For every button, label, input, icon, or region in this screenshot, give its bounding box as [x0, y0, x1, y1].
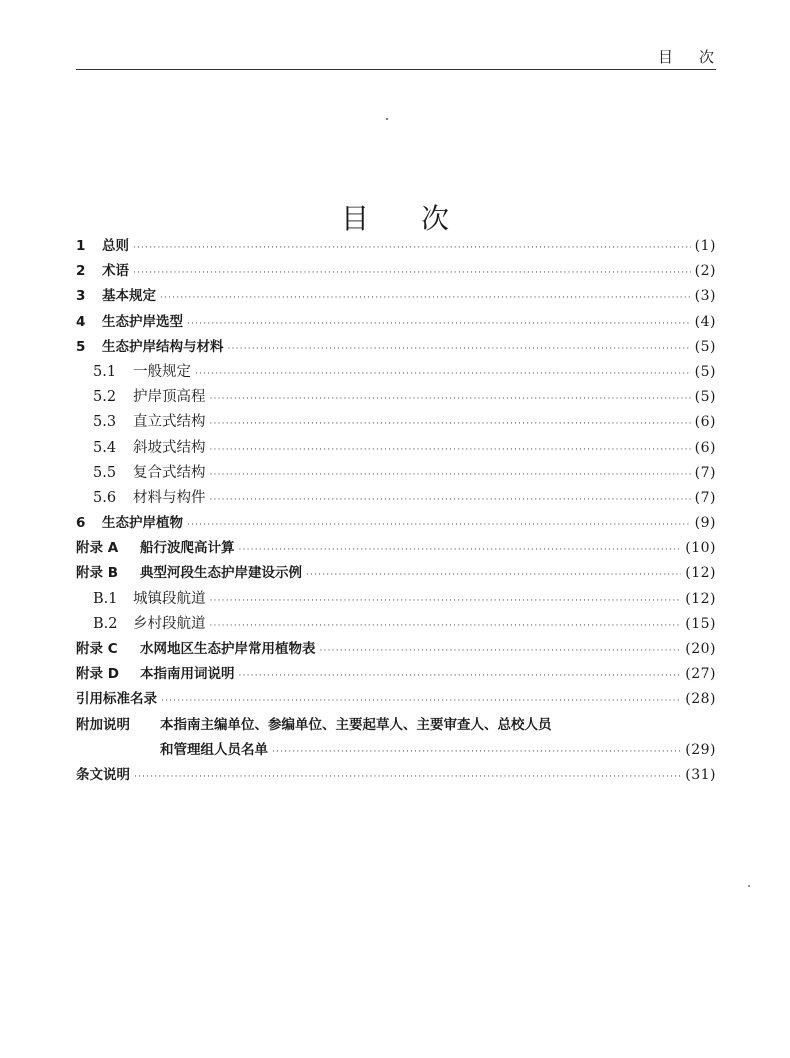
toc-dot-leader — [210, 387, 691, 412]
toc-dot-leader — [210, 614, 682, 639]
toc-entry-page: (20) — [685, 641, 716, 657]
toc-entry-title: 生态护岸选型 — [102, 313, 183, 330]
toc-entry-number: 5 — [76, 338, 86, 355]
toc-entry-number: 附录 A — [76, 540, 119, 557]
toc-entry-number: 6 — [76, 515, 86, 532]
scan-speck — [748, 885, 750, 887]
toc-entry[interactable] — [76, 310, 716, 335]
toc-dot-leader — [210, 438, 691, 463]
toc-entry-title: 一般规定 — [133, 363, 191, 380]
toc-entry[interactable] — [76, 612, 716, 637]
toc-entry-number: 附加说明 — [76, 716, 130, 733]
toc-entry-title: 条文说明 — [76, 766, 130, 783]
toc-entry-page: (7) — [694, 464, 716, 481]
toc-entry-page: (27) — [685, 666, 716, 683]
toc-entry-number: 5.1 — [93, 363, 117, 380]
toc-dot-leader — [228, 337, 691, 362]
toc-entry[interactable] — [76, 763, 716, 788]
page-title-left: 目 — [340, 201, 369, 235]
toc-entry-title: 和管理组人员名单 — [160, 741, 268, 758]
toc-entry[interactable] — [76, 738, 716, 763]
toc-entry-title: 生态护岸植物 — [102, 515, 183, 532]
toc-entry[interactable] — [76, 662, 716, 687]
toc-entry-title: 城镇段航道 — [133, 590, 206, 607]
page-title — [0, 197, 790, 237]
toc-dot-leader — [210, 463, 691, 488]
toc-dot-leader — [306, 563, 681, 588]
toc-entry-page: (12) — [685, 590, 716, 607]
toc-entry-number: 5.6 — [93, 489, 117, 506]
toc-dot-leader — [195, 362, 691, 387]
toc-entry-number: B.1 — [93, 590, 118, 607]
toc-entry-page: (1) — [694, 238, 716, 254]
toc-entry-title: 水网地区生态护岸常用植物表 — [140, 641, 316, 657]
toc-entry-page: (2) — [694, 263, 716, 280]
toc-dot-leader — [210, 589, 682, 614]
toc-entry-number: 4 — [76, 313, 86, 330]
toc-entry-number: 2 — [76, 263, 86, 280]
toc-entry-title: 乡村段航道 — [133, 615, 206, 632]
toc-entry-page: (5) — [694, 389, 716, 406]
toc-entry-number: B.2 — [93, 615, 118, 632]
toc-entry-title: 直立式结构 — [133, 414, 206, 431]
toc-entry-page: (31) — [685, 766, 716, 783]
toc-entry[interactable] — [76, 536, 716, 561]
toc-dot-leader — [239, 538, 682, 563]
toc-entry-number: 5.3 — [93, 414, 117, 431]
running-header-right: 次 — [698, 48, 714, 66]
toc-entry-title: 生态护岸结构与材料 — [102, 338, 224, 355]
toc-entry[interactable] — [76, 385, 716, 410]
toc-dot-leader — [210, 488, 691, 513]
toc-entry[interactable] — [76, 234, 716, 259]
toc-entry-title: 典型河段生态护岸建设示例 — [140, 565, 302, 582]
toc-entry-page: (29) — [685, 741, 716, 758]
toc-dot-leader — [239, 664, 682, 689]
toc-entry-title: 基本规定 — [102, 288, 156, 305]
toc-entry-title: 斜坡式结构 — [133, 439, 206, 456]
toc-entry[interactable] — [76, 561, 716, 586]
table-of-contents — [76, 234, 716, 788]
toc-entry[interactable] — [76, 360, 716, 385]
toc-entry[interactable] — [76, 486, 716, 511]
toc-entry-title: 本指南用词说明 — [140, 666, 235, 683]
toc-entry[interactable] — [76, 461, 716, 486]
toc-entry-page: (3) — [694, 288, 716, 305]
toc-dot-leader — [210, 412, 691, 437]
running-header-left: 目 — [657, 48, 673, 66]
toc-entry-number: 5.5 — [93, 464, 117, 481]
toc-entry-page: (6) — [694, 414, 716, 431]
toc-entry-title: 术语 — [102, 263, 129, 280]
toc-entry[interactable] — [76, 335, 716, 360]
toc-entry-number: 5.4 — [93, 439, 117, 456]
toc-entry-page: (6) — [694, 439, 716, 456]
running-header — [658, 46, 714, 67]
toc-entry[interactable] — [76, 410, 716, 435]
toc-entry-number: 5.2 — [93, 389, 117, 406]
toc-entry[interactable] — [76, 713, 716, 738]
toc-entry-title: 总则 — [102, 238, 129, 254]
toc-entry[interactable] — [76, 436, 716, 461]
toc-entry-title: 材料与构件 — [133, 489, 206, 506]
toc-entry-page: (7) — [694, 489, 716, 506]
toc-dot-leader — [187, 312, 691, 337]
toc-entry-number: 3 — [76, 288, 86, 305]
toc-entry-page: (9) — [694, 515, 716, 532]
toc-entry-page: (15) — [685, 615, 716, 632]
page-title-right: 次 — [421, 201, 450, 235]
toc-entry-number: 1 — [76, 238, 86, 254]
toc-dot-leader — [320, 639, 682, 664]
toc-entry-page: (12) — [685, 565, 716, 582]
toc-dot-leader — [272, 740, 681, 765]
toc-entry[interactable] — [76, 637, 716, 662]
toc-entry-title: 护岸顶高程 — [133, 389, 206, 406]
toc-entry-number: 附录 D — [76, 666, 119, 683]
toc-dot-leader — [161, 689, 681, 714]
toc-entry-title: 本指南主编单位、参编单位、主要起草人、主要审查人、总校人员 — [160, 716, 552, 733]
toc-dot-leader — [160, 286, 691, 311]
toc-entry-number: 附录 B — [76, 565, 118, 582]
toc-entry-page: (28) — [685, 691, 716, 708]
toc-entry-page: (4) — [694, 313, 716, 330]
toc-entry-page: (10) — [685, 540, 716, 557]
toc-entry[interactable] — [76, 511, 716, 536]
toc-dot-leader — [134, 765, 681, 790]
toc-entry-title: 复合式结构 — [133, 464, 206, 481]
toc-entry-title: 引用标准名录 — [76, 691, 157, 708]
toc-entry-page: (5) — [694, 338, 716, 355]
toc-entry-number: 附录 C — [76, 641, 118, 657]
toc-entry-page: (5) — [694, 363, 716, 380]
scan-speck — [386, 118, 388, 120]
toc-dot-leader — [133, 261, 691, 286]
toc-entry[interactable] — [76, 259, 716, 284]
toc-dot-leader — [187, 513, 691, 538]
toc-entry[interactable] — [76, 284, 716, 309]
toc-entry-title: 船行波爬高计算 — [140, 540, 235, 557]
header-rule — [76, 69, 716, 70]
toc-entry[interactable] — [76, 687, 716, 712]
toc-entry[interactable] — [76, 587, 716, 612]
toc-dot-leader — [133, 236, 691, 261]
